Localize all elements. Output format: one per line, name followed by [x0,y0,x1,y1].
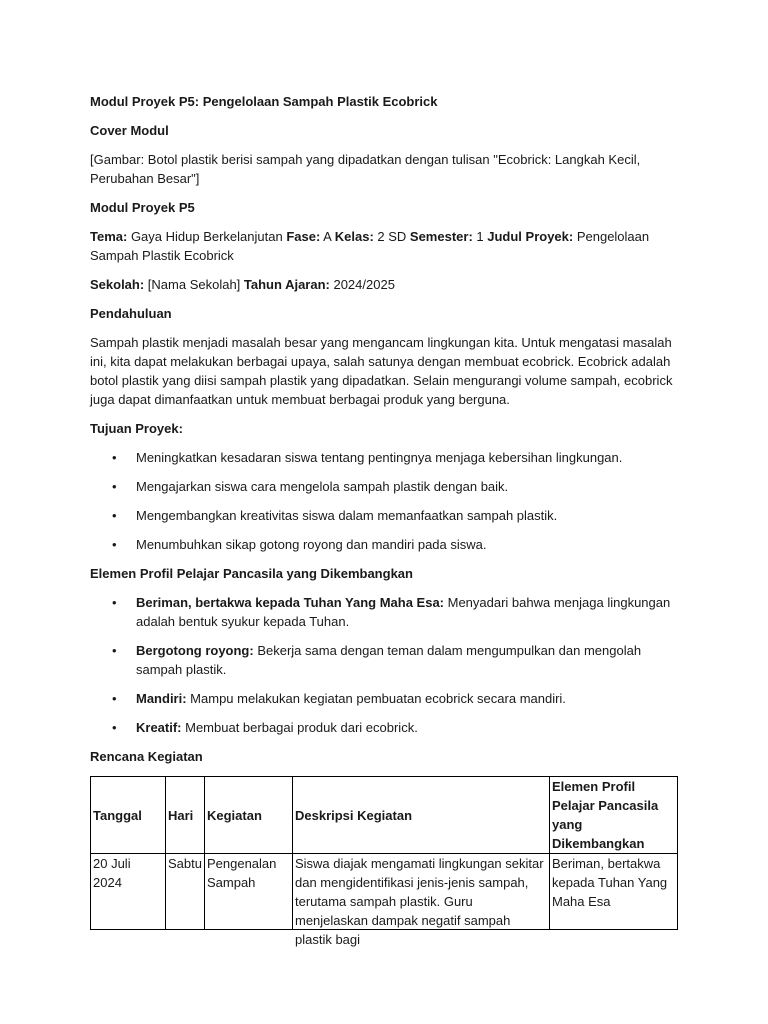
cover-image-note: [Gambar: Botol plastik berisi sampah yang dipadatkan dengan tulisan "Ecobrick: Langkah Kecil, Perubahan Besar"] [90,152,641,186]
sekolah-value: [Nama Sekolah] [144,277,244,292]
bullet-icon: • [112,720,117,735]
profile-label: Kreatif: [136,720,182,735]
goal-text: Meningkatkan kesadaran siswa tentang pentingnya menjaga kebersihan lingkungan. [136,450,623,465]
list-item [90,641,678,679]
goal-text: Menumbuhkan sikap gotong royong dan mandiri pada siswa. [136,537,487,552]
goal-text: Mengembangkan kreativitas siswa dalam memanfaatkan sampah plastik. [136,508,558,523]
sekolah-label: Sekolah: [90,277,145,292]
header-hari: Hari [166,777,205,854]
semester-value: 1 [472,229,488,244]
cover-heading: Cover Modul [90,123,169,138]
document-content [90,92,678,947]
kelas-value: 2 SD [373,229,410,244]
cell-hari [166,854,205,930]
bullet-icon: • [112,450,117,465]
profile-text: Menyadari bahwa menjaga lingkungan adalah bentuk syukur kepada Tuhan. [136,595,671,629]
cell-kegiatan [204,854,292,930]
semester-label: Semester: [409,229,473,244]
intro-heading: Pendahuluan [90,306,172,321]
activity-table [90,776,678,947]
document-title: Modul Proyek P5: Pengelolaan Sampah Plastik Ecobrick [90,94,438,109]
list-item [90,448,678,467]
cell-text: Pengenalan Sampah [206,856,277,890]
cell-text: 20 Juli 2024 [93,856,131,890]
cell-tanggal [91,854,166,930]
list-item [90,535,678,554]
fase-label: Fase: [286,229,321,244]
tahun-value: 2024/2025 [329,277,395,292]
bullet-icon: • [112,595,117,610]
cell-text: Beriman, bertakwa kepada Tuhan Yang Maha Esa [551,856,668,909]
table-row [91,854,678,930]
header-deskripsi: Deskripsi Kegiatan [292,777,549,854]
module-heading: Modul Proyek P5 [90,200,195,215]
goal-text: Mengajarkan siswa cara mengelola sampah plastik dengan baik. [136,479,509,494]
plan-heading: Rencana Kegiatan [90,749,203,764]
bullet-icon: • [112,691,117,706]
tema-value: Gaya Hidup Berkelanjutan [127,229,287,244]
profile-label: Mandiri: [136,691,187,706]
list-item [90,689,678,708]
table-header-row [91,777,678,854]
fase-value: A [320,229,335,244]
tema-label: Tema: [90,229,128,244]
list-item [90,506,678,525]
bullet-icon: • [112,537,117,552]
project-info [90,227,678,265]
cell-elemen-profil [549,854,677,930]
profile-text: Bekerja sama dengan teman dalam mengumpulkan dan mengolah sampah plastik. [136,643,642,677]
profile-label: Beriman, bertakwa kepada Tuhan Yang Maha Esa: [136,595,445,610]
profile-label: Bergotong royong: [136,643,254,658]
judul-value: Pengelolaan Sampah Plastik Ecobrick [90,229,650,263]
list-item [90,593,678,631]
profile-list [90,593,678,737]
tahun-label: Tahun Ajaran: [243,277,330,292]
list-item [90,477,678,496]
goals-list [90,448,678,554]
goals-heading: Tujuan Proyek: [90,421,183,436]
bullet-icon: • [112,643,117,658]
profile-text: Mampu melakukan kegiatan pembuatan ecobrick secara mandiri. [186,691,566,706]
cell-text: Sabtu [168,856,202,871]
bullet-icon: • [112,479,117,494]
list-item [90,718,678,737]
profile-text: Membuat berbagai produk dari ecobrick. [181,720,418,735]
kelas-label: Kelas: [334,229,374,244]
bullet-icon: • [112,508,117,523]
header-tanggal: Tanggal [91,777,166,854]
intro-paragraph: Sampah plastik menjadi masalah besar yang mengancam lingkungan kita. Untuk mengatasi masalah ini, kita dapat melakukan berbagai upaya, salah satunya dengan membuat ecobrick. Ecobrick adalah botol plastik yang diisi sampah plastik yang dipadatkan. Selain mengurangi volume sampah, ecobrick juga dapat dimanfaatkan untuk membuat berbagai produk yang berguna. [90,335,673,407]
header-elemen-profil: Elemen Profil Pelajar Pancasila yang Dikembangkan [549,777,677,854]
school-info [90,275,678,294]
cell-deskripsi [292,854,549,947]
header-kegiatan: Kegiatan [204,777,292,854]
judul-label: Judul Proyek: [487,229,574,244]
cell-text: Siswa diajak mengamati lingkungan sekitar dan mengidentifikasi jenis-jenis sampah, terutama sampah plastik. Guru menjelaskan dampak negatif sampah plastik bagi [294,856,544,947]
profile-heading: Elemen Profil Pelajar Pancasila yang Dikembangkan [90,566,413,581]
